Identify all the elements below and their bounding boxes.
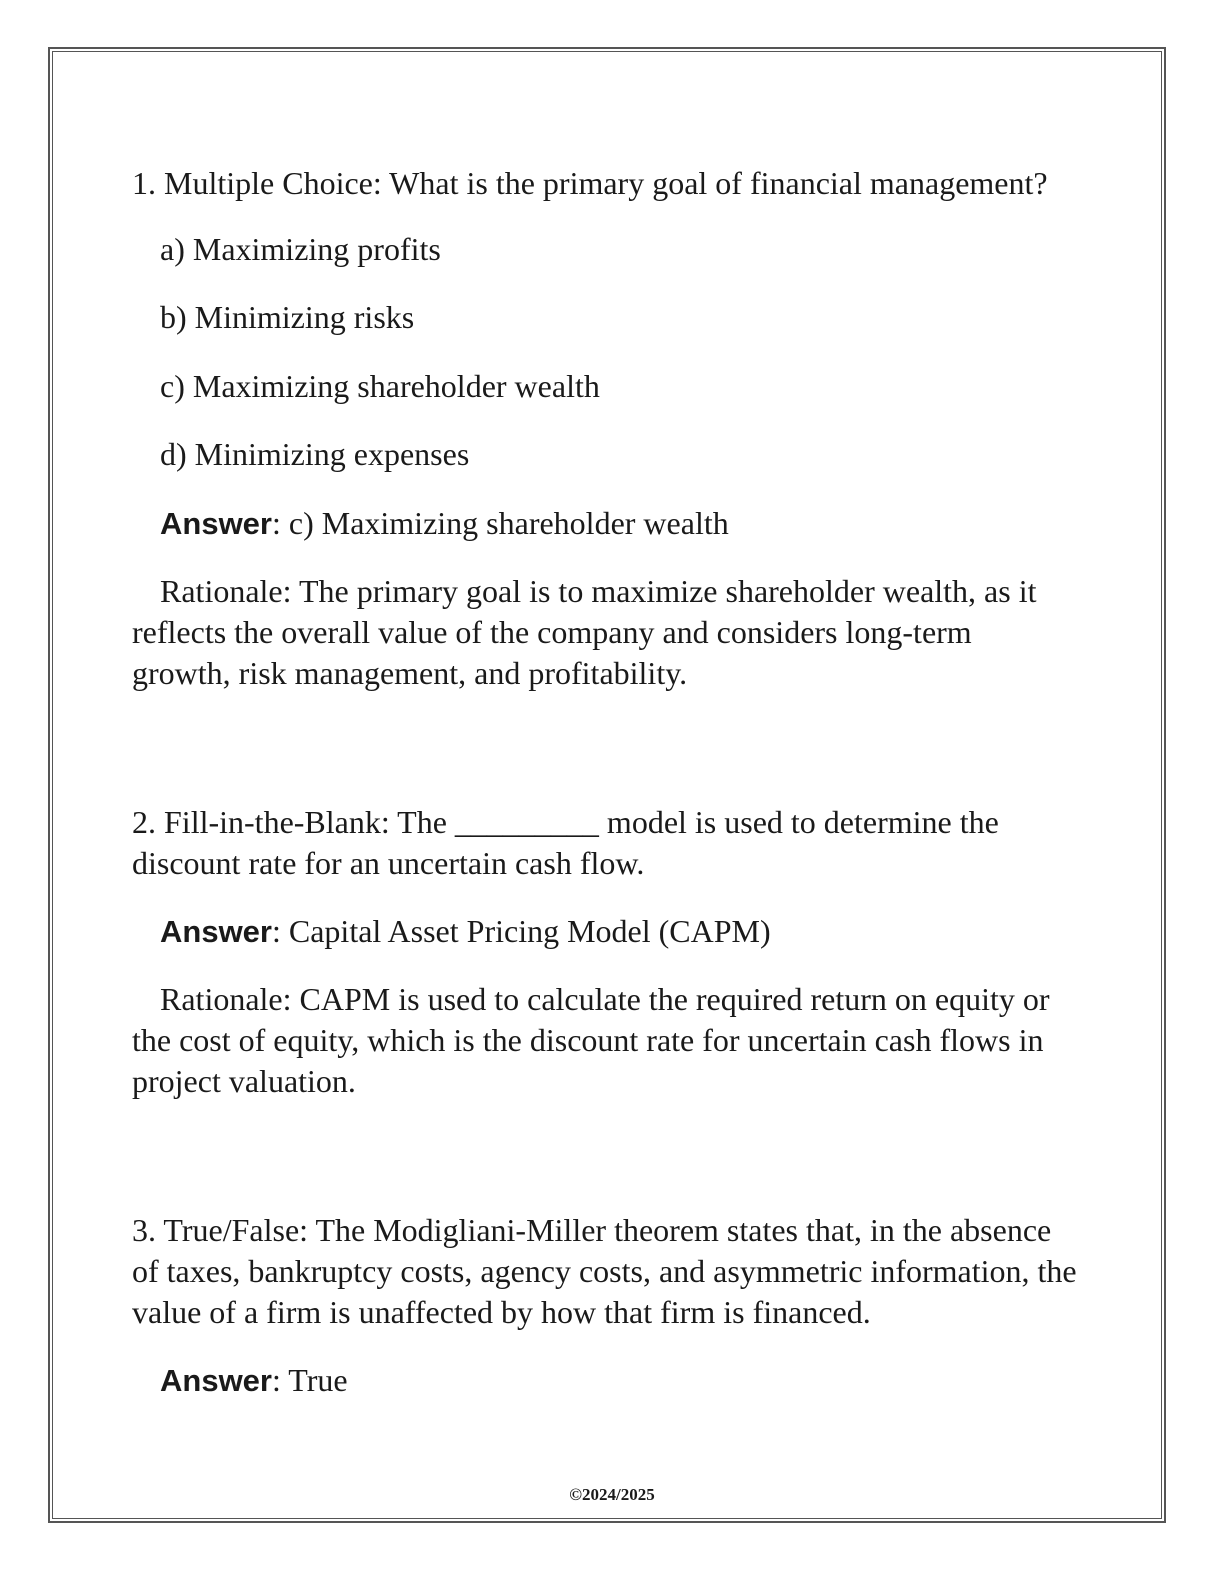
question-2-text: 2. Fill-in-the-Blank: The _________ model is used to determine the discount rate for an uncertain cash flow.: [132, 804, 999, 881]
question-3: [132, 1210, 1077, 1401]
question-2: [132, 802, 1077, 1102]
answer-value: : c) Maximizing shareholder wealth: [271, 505, 729, 541]
answer-value: : Capital Asset Pricing Model (CAPM): [271, 913, 771, 949]
question-3-answer: [132, 1360, 1077, 1401]
document-body: [132, 163, 1077, 1401]
question-2-answer: [132, 911, 1077, 952]
question-1-option-b: b) Minimizing risks: [160, 299, 415, 335]
answer-label: Answer: [160, 506, 272, 541]
answer-value: : True: [271, 1362, 348, 1398]
question-3-text: 3. True/False: The Modigliani-Miller theorem states that, in the absence of taxes, bankruptcy costs, agency costs, and asymmetric information, the value of a firm is unaffected by how that firm is financed.: [132, 1212, 1077, 1330]
answer-label: Answer: [160, 914, 272, 949]
question-1-option-a: a) Maximizing profits: [160, 231, 441, 267]
question-1-text: 1. Multiple Choice: What is the primary goal of financial management?: [132, 165, 1048, 201]
question-2-rationale: Rationale: CAPM is used to calculate the required return on equity or the cost of equity, which is the discount rate for uncertain cash flows in project valuation.: [132, 981, 1050, 1099]
question-1-option-c: c) Maximizing shareholder wealth: [160, 368, 600, 404]
question-1-option-d: d) Minimizing expenses: [160, 436, 470, 472]
answer-label: Answer: [160, 1363, 272, 1398]
question-1-rationale: Rationale: The primary goal is to maximize shareholder wealth, as it reflects the overall value of the company and considers long-term growth, risk management, and profitability.: [132, 573, 1037, 691]
question-1-answer: [132, 503, 1077, 544]
copyright-footer: ©2024/2025: [569, 1485, 655, 1504]
question-1: [132, 163, 1077, 694]
